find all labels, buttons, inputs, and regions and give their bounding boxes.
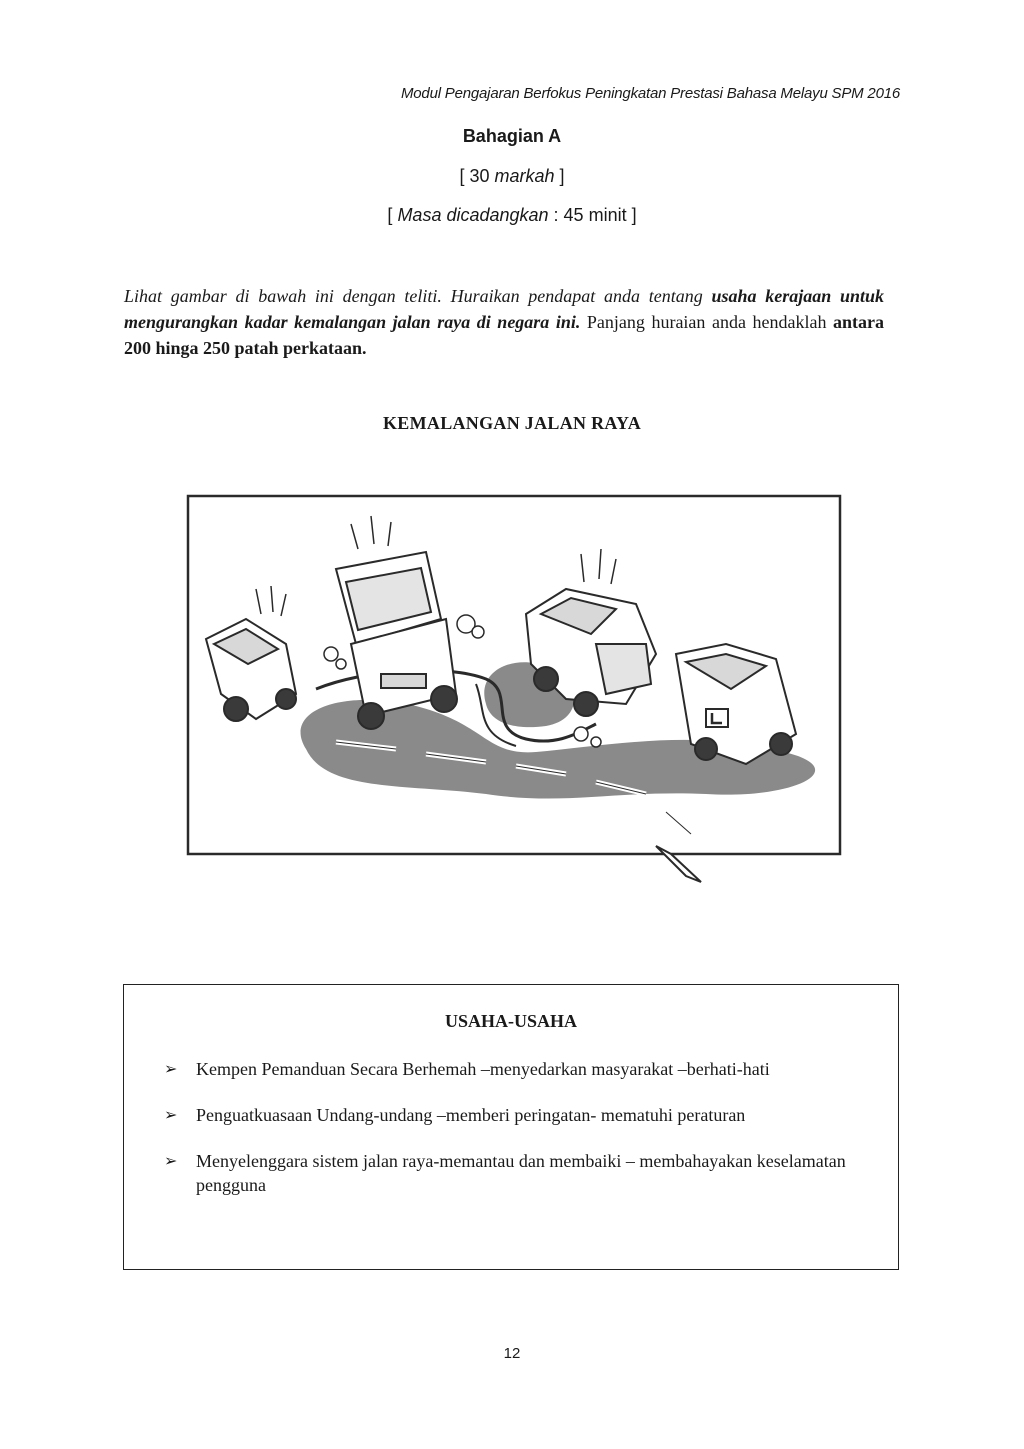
- instructions-part-2: usaha kerajaan untuk mengurangkan kadar kemalangan jalan raya di negara ini.: [124, 286, 885, 332]
- marks-close: ]: [554, 166, 565, 186]
- marks-open: [ 30: [459, 166, 495, 186]
- instructions-part-4: antara 200 hinga 250 patah perkataan.: [124, 312, 884, 358]
- road-accident-illustration: [186, 494, 842, 884]
- list-item-text: Menyelenggara sistem jalan raya-memantau dan membaiki – membahayakan keselamatan pengguna: [196, 1151, 846, 1195]
- arrow-bullet-icon: ➢: [164, 1105, 178, 1124]
- effort-list: [164, 1057, 864, 1219]
- list-item-text: Kempen Pemanduan Secara Berhemah –menyedarkan masyarakat –berhati-hati: [196, 1059, 770, 1079]
- time-word: Masa dicadangkan: [397, 205, 549, 225]
- instructions-part-3: Panjang huraian anda hendaklah: [580, 312, 833, 332]
- list-item: [164, 1103, 864, 1127]
- arrow-bullet-icon: ➢: [164, 1151, 178, 1170]
- arrow-bullet-icon: ➢: [164, 1059, 178, 1078]
- page-number: 12: [503, 1345, 521, 1362]
- marks-word: markah: [494, 166, 555, 186]
- time-open: [: [387, 205, 398, 225]
- effort-box: [123, 984, 899, 1270]
- list-item-text: Penguatkuasaan Undang-undang –memberi peringatan- mematuhi peraturan: [196, 1105, 746, 1125]
- section-title: Bahagian A: [462, 126, 562, 146]
- list-item: [164, 1149, 864, 1197]
- picture-title: KEMALANGAN JALAN RAYA: [383, 413, 641, 433]
- list-item: [164, 1057, 864, 1081]
- effort-box-title: USAHA-USAHA: [444, 1011, 577, 1031]
- module-header: Modul Pengajaran Berfokus Peningkatan Prestasi Bahasa Melayu SPM 2016: [400, 85, 900, 102]
- time-rest: : 45 minit ]: [548, 205, 637, 225]
- instructions-part-1: Lihat gambar di bawah ini dengan teliti. Huraikan pendapat anda tentang: [124, 286, 712, 306]
- marks-line: [0, 166, 1024, 187]
- instructions-paragraph: [124, 283, 884, 361]
- time-line: [0, 205, 1024, 226]
